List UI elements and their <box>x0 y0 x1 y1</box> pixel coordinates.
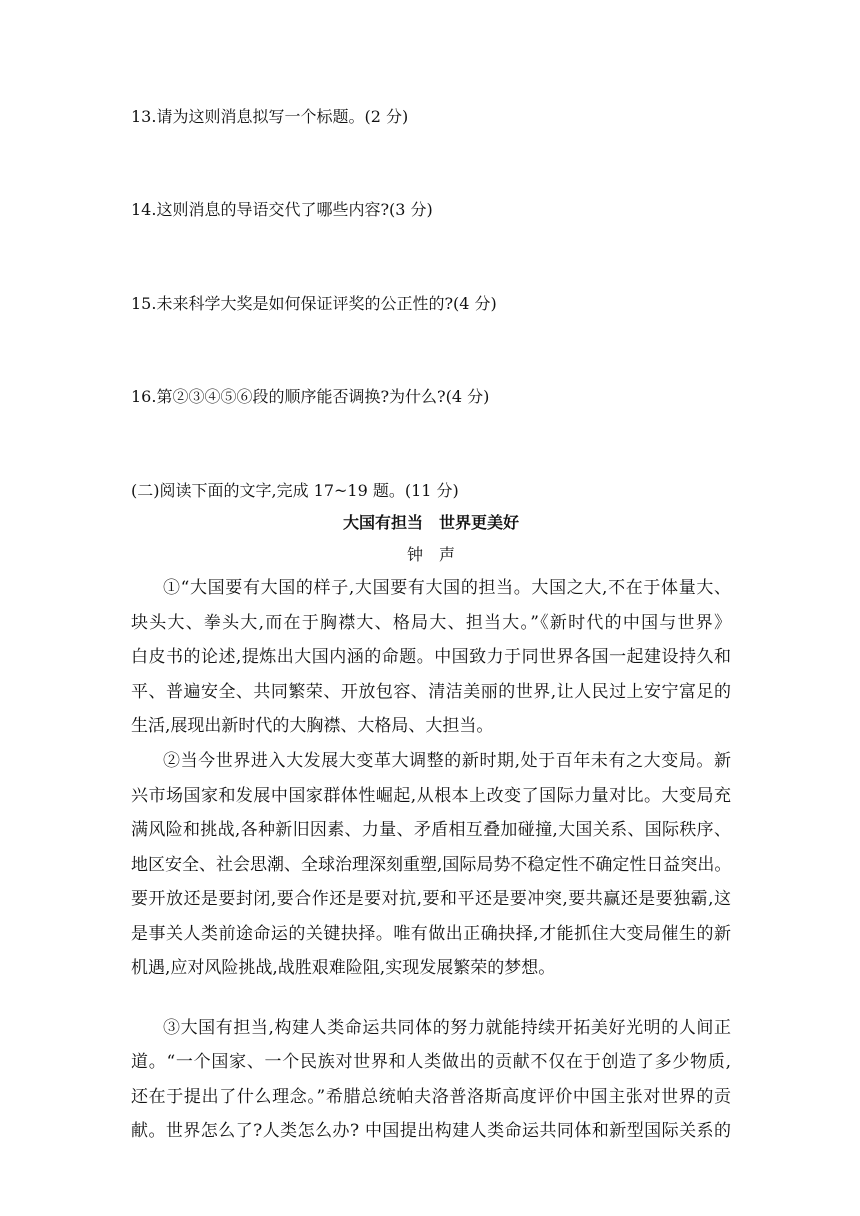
section-heading: (二)阅读下面的文字,完成 17~19 题。(11 分) <box>131 481 459 500</box>
question-15: 15.未来科学大奖是如何保证评奖的公正性的?(4 分) <box>131 294 497 313</box>
article-line: 还在于提出了什么理念。”希腊总统帕夫洛普洛斯高度评价中国主张对世界的贡 <box>131 1087 731 1107</box>
article-line: 满风险和挑战,各种新旧因素、力量、矛盾相互叠加碰撞,大国关系、国际秩序、 <box>131 820 731 840</box>
article-line: ③大国有担当,构建人类命运共同体的努力就能持续开拓美好光明的人间正 <box>163 1018 731 1038</box>
article-line: 是事关人类前途命运的关键抉择。唯有做出正确抉择,才能抓住大变局催生的新 <box>131 924 731 944</box>
article-line: ①“大国要有大国的样子,大国要有大国的担当。大国之大,不在于体量大、 <box>163 578 731 598</box>
article-title: 大国有担当 世界更美好 <box>342 513 519 532</box>
question-14: 14.这则消息的导语交代了哪些内容?(3 分) <box>131 200 433 219</box>
question-13: 13.请为这则消息拟写一个标题。(2 分) <box>131 107 409 126</box>
article-line: 白皮书的论述,提炼出大国内涵的命题。中国致力于同世界各国一起建设持久和 <box>131 647 731 667</box>
article-line: ②当今世界进入大发展大变革大调整的新时期,处于百年未有之大变局。新 <box>163 751 731 771</box>
article-line: 兴市场国家和发展中国家群体性崛起,从根本上改变了国际力量对比。大变局充 <box>131 786 731 806</box>
article-line: 平、普遍安全、共同繁荣、开放包容、清洁美丽的世界,让人民过上安宁富足的 <box>131 682 731 702</box>
article-line: 道。“一个国家、一个民族对世界和人类做出的贡献不仅在于创造了多少物质, <box>131 1052 731 1072</box>
article-line: 地区安全、社会思潮、全球治理深刻重塑,国际局势不稳定性不确定性日益突出。 <box>131 855 731 875</box>
article-line: 要开放还是要封闭,要合作还是要对抗,要和平还是要冲突,要共赢还是要独霸,这 <box>131 889 731 909</box>
article-line: 献。世界怎么了?人类怎么办? 中国提出构建人类命运共同体和新型国际关系的 <box>131 1121 731 1141</box>
question-16: 16.第②③④⑤⑥段的顺序能否调换?为什么?(4 分) <box>131 387 490 406</box>
article-author: 钟 声 <box>406 545 455 564</box>
article-line: 块头大、拳头大,而在于胸襟大、格局大、担当大。”《新时代的中国与世界》 <box>131 613 731 633</box>
article-line: 生活,展现出新时代的大胸襟、大格局、大担当。 <box>131 716 494 736</box>
article-line: 机遇,应对风险挑战,战胜艰难险阻,实现发展繁荣的梦想。 <box>131 958 556 978</box>
